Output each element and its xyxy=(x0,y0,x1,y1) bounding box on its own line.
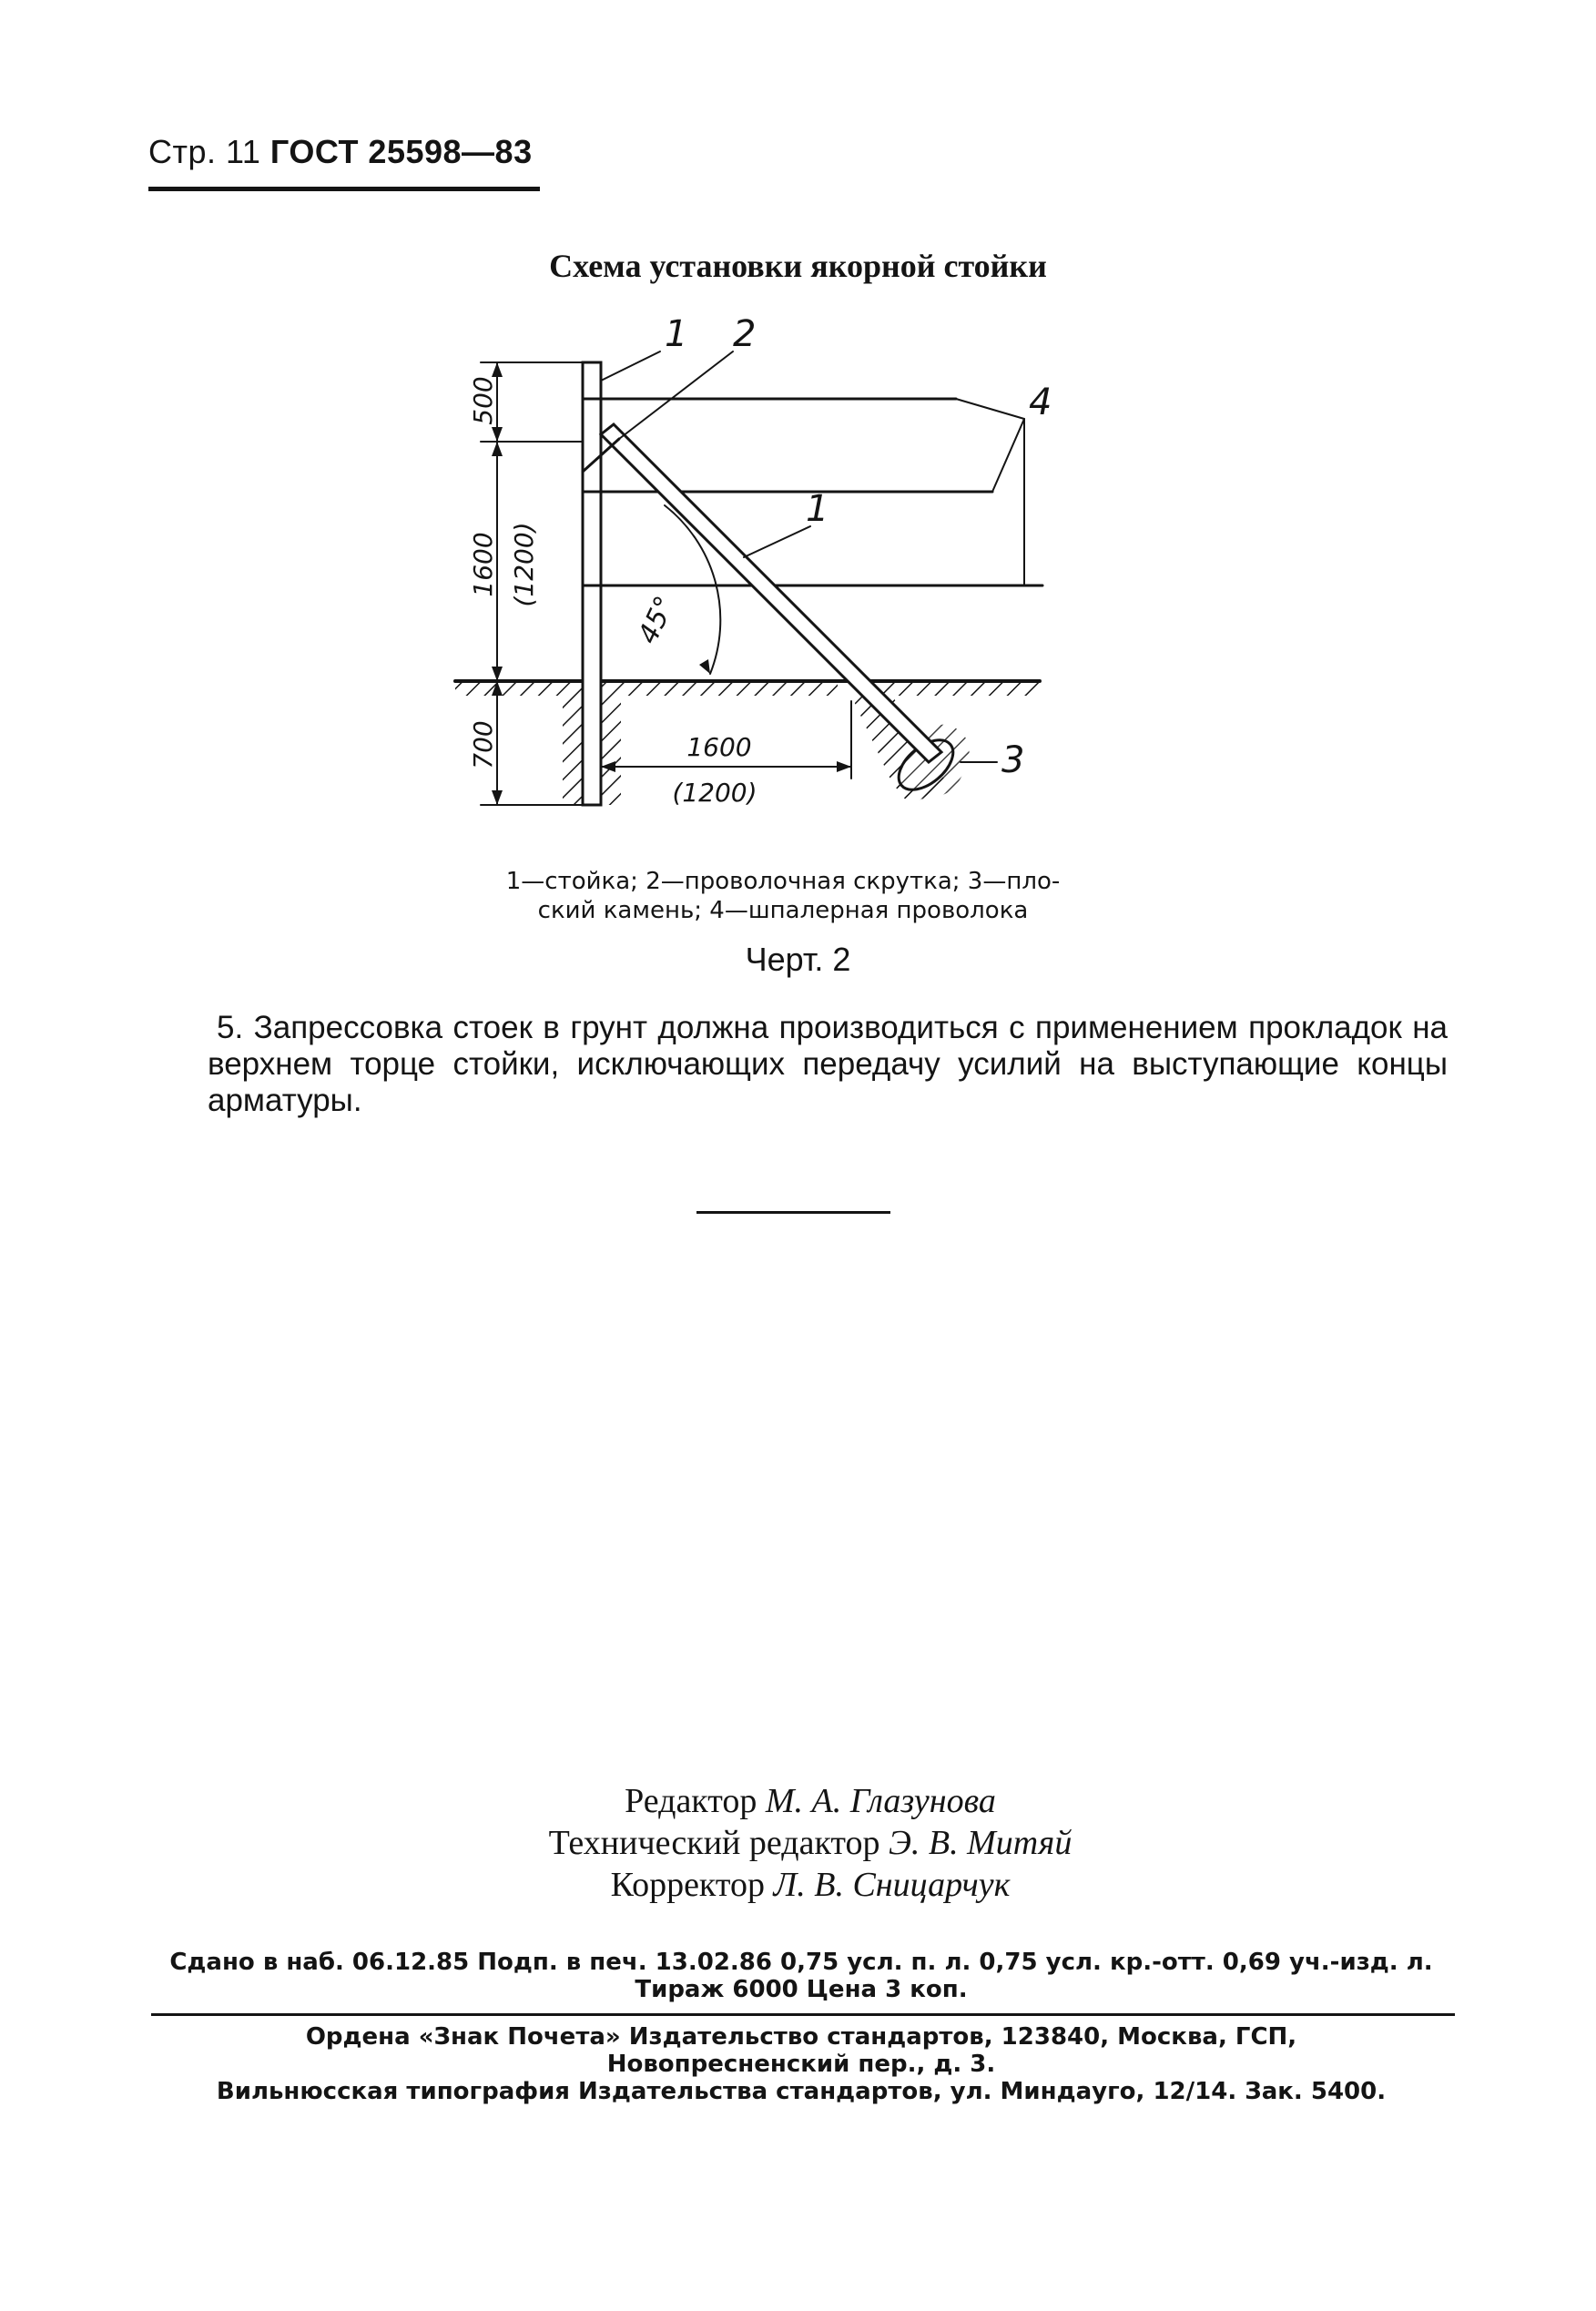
paragraph-5: 5. Запрессовка стоек в грунт должна производиться с применением прокладок на верхнем торце стойки, исключающих передачу усилий на выступающие концы арматуры. xyxy=(208,1010,1448,1118)
callout-2: 2 xyxy=(733,313,757,355)
dim-below: 700 xyxy=(468,720,498,769)
page-header xyxy=(148,133,533,171)
figure-caption: Черт. 2 xyxy=(745,941,851,978)
ground-hatch-left xyxy=(455,681,583,696)
callout-1-top: 1 xyxy=(665,313,688,355)
legend-line-2: ский камень; 4—шпалерная проволока xyxy=(537,897,1029,924)
imprint-line-2: Тираж 6000 Цена 3 коп. xyxy=(635,1976,968,2003)
credit-editor: Редактор М. А. Глазунова xyxy=(625,1782,996,1820)
figure-title: Схема установки якорной стойки xyxy=(549,248,1047,284)
angle-label: 45° xyxy=(632,591,682,649)
header-rule xyxy=(148,187,540,191)
imprint-line-5: Вильнюсская типография Издательства стандартов, ул. Миндауго, 12/14. Зак. 5400. xyxy=(216,2078,1387,2105)
dim-top: 500 xyxy=(468,376,498,425)
dim-horizontal: 1600 xyxy=(686,732,752,762)
page-number: Стр. 11 xyxy=(148,133,261,170)
dim-middle: 1600 xyxy=(468,532,498,597)
imprint-production xyxy=(146,1949,1457,2003)
gost-number: ГОСТ 25598—83 xyxy=(269,133,533,170)
imprint-rule xyxy=(151,2013,1455,2016)
ground-hatch-right xyxy=(883,681,1040,696)
imprint-publisher xyxy=(146,2023,1457,2105)
credit-proofreader: Корректор Л. В. Сницарчук xyxy=(610,1866,1011,1904)
ground-hatch-middle xyxy=(601,681,838,696)
imprint-line-4: Новопресненский пер., д. 3. xyxy=(606,2051,996,2078)
leader-1-top xyxy=(601,351,660,381)
leader-2 xyxy=(619,351,733,439)
post-pit-hatch-right xyxy=(601,696,621,805)
dim-middle-alt: (1200) xyxy=(509,522,539,607)
leader-4-top xyxy=(956,399,1024,419)
callout-1-brace: 1 xyxy=(806,488,829,530)
credit-tech-editor: Технический редактор Э. В. Митяй xyxy=(548,1824,1072,1862)
dim-horizontal-alt: (1200) xyxy=(672,778,757,808)
figure-legend xyxy=(419,867,1147,925)
callout-4: 4 xyxy=(1029,382,1052,423)
imprint-line-1: Сдано в наб. 06.12.85 Подп. в печ. 13.02.86 0,75 усл. п. л. 0,75 усл. кр.-отт. 0,69 уч.-изд. л. xyxy=(169,1949,1433,1976)
credits xyxy=(492,1780,1129,1906)
post-pit-hatch-left xyxy=(563,696,583,805)
anchor-post xyxy=(583,362,601,805)
callout-3: 3 xyxy=(1001,739,1025,781)
section-separator xyxy=(696,1211,890,1214)
legend-line-1: 1—стойка; 2—проволочная скрутка; 3—пло- xyxy=(505,868,1061,895)
anchor-post-diagram xyxy=(437,310,1129,820)
leader-1-brace xyxy=(744,526,810,557)
leader-4-mid xyxy=(992,419,1024,492)
imprint-line-3: Ордена «Знак Почета» Издательство стандартов, 123840, Москва, ГСП, xyxy=(305,2023,1297,2051)
